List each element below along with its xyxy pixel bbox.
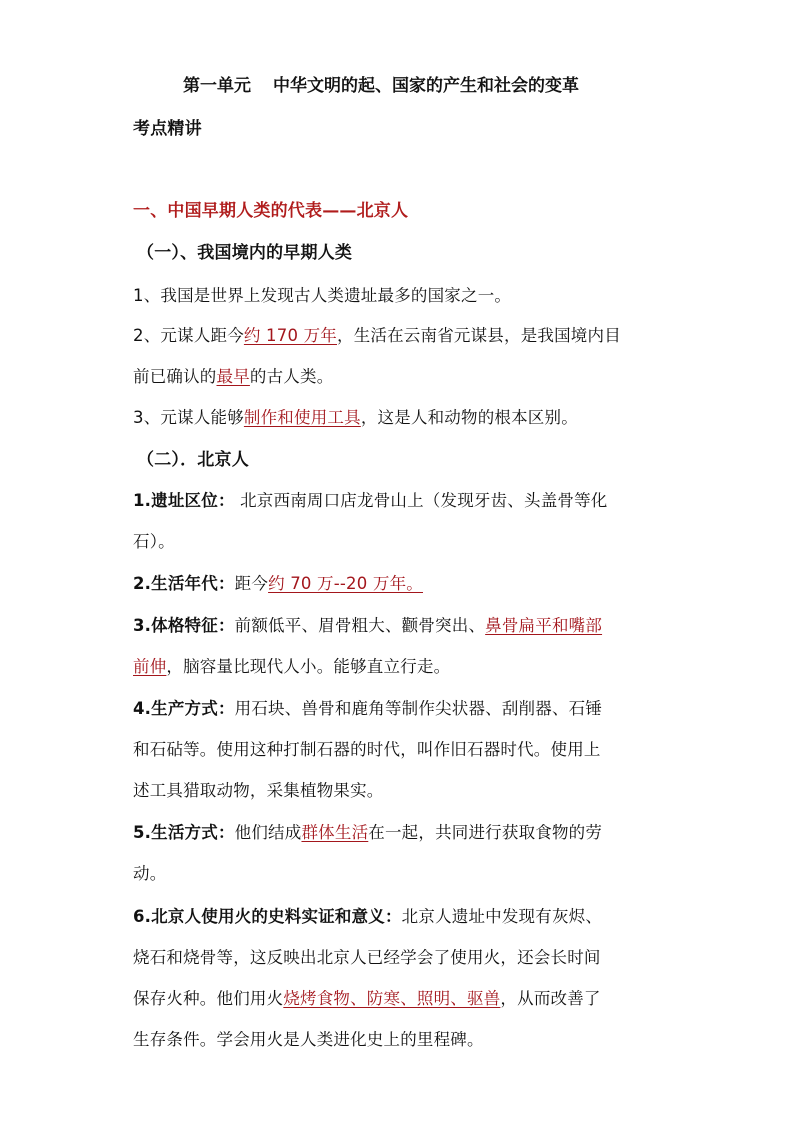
title-topic: 中华文明的起、国家的产生和社会的变革 bbox=[273, 76, 579, 96]
item-3-line-2: 前伸，脑容量比现代人小。能够直立行走。 bbox=[133, 657, 451, 676]
highlight-nose: 鼻骨扁平和嘴部 bbox=[485, 616, 603, 635]
item-2: 2.生活年代：距今约 70 万--20 万年。 bbox=[133, 574, 423, 593]
highlight-fire-uses: 烧烤食物、防寒、照明、驱兽 bbox=[283, 989, 501, 1008]
subsection-heading-1: （一）、我国境内的早期人类 bbox=[137, 243, 353, 263]
item-1-line-2: 石）。 bbox=[133, 532, 175, 551]
section-heading: 一、中国早期人类的代表——北京人 bbox=[133, 201, 409, 221]
subtitle: 考点精讲 bbox=[133, 119, 202, 139]
item-6-line-4: 生存条件。学会用火是人类进化史上的里程碑。 bbox=[133, 1030, 484, 1049]
highlight-group: 群体生活 bbox=[301, 823, 369, 842]
highlight-70: 约 70 万--20 万年。 bbox=[268, 574, 423, 593]
item-5-line-2: 动。 bbox=[133, 864, 167, 883]
paragraph-2-line-2: 前已确认的最早的古人类。 bbox=[133, 367, 334, 386]
item-4-line-2: 和石砧等。使用这种打制石器的时代，叫作旧石器时代。使用上 bbox=[133, 740, 601, 759]
item-6-line-2: 烧石和烧骨等，这反映出北京人已经学会了使用火，还会长时间 bbox=[133, 948, 601, 967]
highlight-earliest: 最早 bbox=[216, 367, 250, 386]
highlight-tools: 制作和使用工具 bbox=[243, 408, 361, 427]
title-unit: 第一单元 bbox=[183, 76, 251, 96]
paragraph-1: 1、我国是世界上发现古人类遗址最多的国家之一。 bbox=[133, 286, 512, 305]
highlight-forward: 前伸 bbox=[133, 657, 167, 676]
item-4-line-1: 4.生产方式：用石块、兽骨和鹿角等制作尖状器、刮削器、石锤 bbox=[133, 699, 603, 718]
highlight-170: 约 170 万年 bbox=[243, 326, 337, 345]
item-6-line-1: 6.北京人使用火的史料实证和意义：北京人遗址中发现有灰烬、 bbox=[133, 907, 603, 926]
paragraph-2-line-1: 2、元谋人距今约 170 万年，生活在云南省元谋县，是我国境内目 bbox=[133, 326, 621, 345]
page-title bbox=[183, 71, 579, 96]
item-4-line-3: 述工具猎取动物，采集植物果实。 bbox=[133, 781, 384, 800]
item-3-line-1: 3.体格特征：前额低平、眉骨粗大、颧骨突出、鼻骨扁平和嘴部 bbox=[133, 616, 603, 635]
subsection-heading-2: （二）．北京人 bbox=[137, 450, 249, 470]
item-1-line-1: 1.遗址区位： 北京西南周口店龙骨山上（发现牙齿、头盖骨等化 bbox=[133, 491, 608, 510]
paragraph-3: 3、元谋人能够制作和使用工具，这是人和动物的根本区别。 bbox=[133, 408, 578, 427]
item-5-line-1: 5.生活方式：他们结成群体生活在一起，共同进行获取食物的劳 bbox=[133, 823, 603, 842]
item-6-line-3: 保存火种。他们用火烧烤食物、防寒、照明、驱兽，从而改善了 bbox=[133, 989, 601, 1008]
